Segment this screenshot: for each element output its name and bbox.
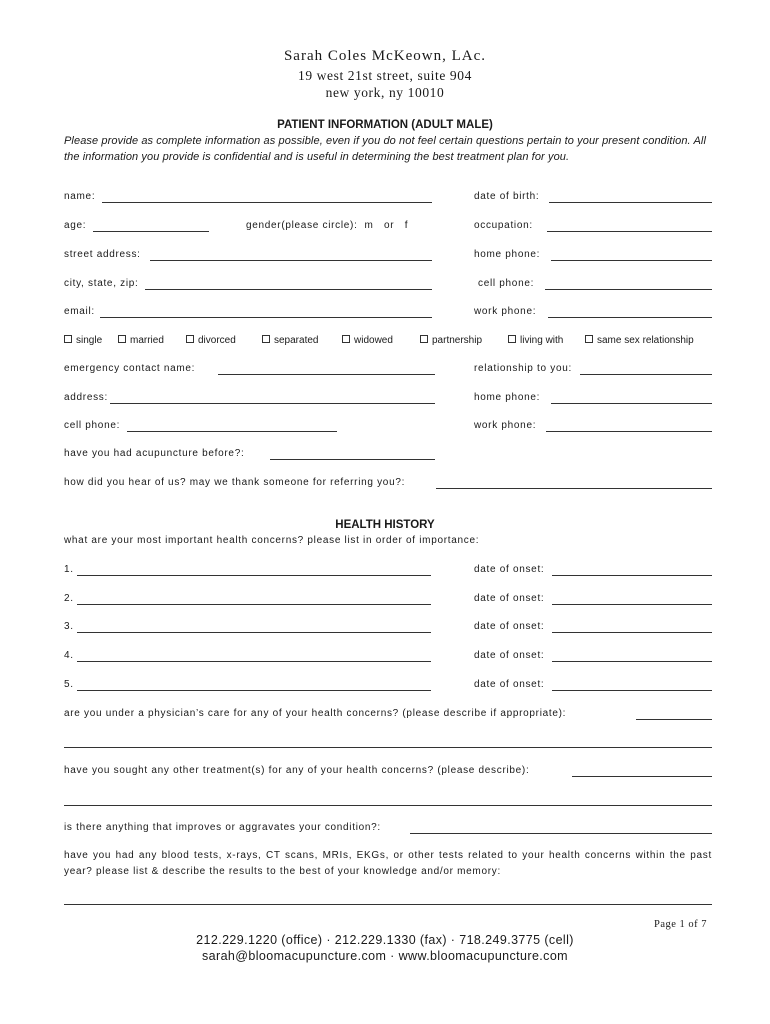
dob-label: date of birth:	[474, 191, 540, 202]
onset-4-field[interactable]	[552, 661, 712, 662]
page-number: Page 1 of 7	[654, 919, 708, 930]
tests-question: have you had any blood tests, x-rays, CT scans, MRIs, EKGs, or other tests related to your health concerns within the past year? please list & describe the results to the best of your knowledge and/or memory:	[64, 850, 712, 877]
referral-label: how did you hear of us? may we thank someone for referring you?:	[64, 477, 406, 488]
onset-2-field[interactable]	[552, 604, 712, 605]
dob-field[interactable]	[549, 202, 712, 203]
work-phone-2-label: work phone:	[474, 420, 537, 431]
email-field[interactable]	[100, 317, 432, 318]
status-partnership[interactable]: partnership	[420, 335, 482, 346]
home-phone-2-label: home phone:	[474, 392, 541, 403]
occupation-field[interactable]	[547, 231, 712, 232]
concern-2-field[interactable]	[77, 604, 431, 605]
status-widowed[interactable]: widowed	[342, 335, 393, 346]
work-phone-label: work phone:	[474, 306, 537, 317]
address-city: new york, ny 10010	[325, 85, 445, 100]
other-treatment-field-line-2[interactable]	[64, 805, 712, 806]
checkbox[interactable]	[118, 335, 126, 343]
other-treatment-question: have you sought any other treatment(s) for any of your health concerns? (please describe):	[64, 765, 530, 776]
footer-phones: 212.229.1220 (office) · 212.229.1330 (fax) · 718.249.3775 (cell)	[196, 933, 574, 947]
practitioner-name: Sarah Coles McKeown, LAc.	[283, 48, 487, 64]
emergency-contact-label: emergency contact name:	[64, 363, 196, 374]
street-field[interactable]	[150, 260, 432, 261]
concerns-prompt: what are your most important health concerns? please list in order of importance:	[64, 535, 480, 546]
acupuncture-before-label: have you had acupuncture before?:	[64, 448, 245, 459]
onset-label: date of onset:	[474, 564, 545, 575]
home-phone-field[interactable]	[551, 260, 712, 261]
intro-text: Please provide as complete information as possible, even if you do not feel certain questions pertain to your present condition. All the information you provide is confidential and is useful in determining the best treatment plan for you.	[64, 135, 706, 163]
emergency-contact-field[interactable]	[218, 374, 435, 375]
checkbox[interactable]	[186, 335, 194, 343]
concern-number: 3.	[64, 621, 74, 632]
improves-question: is there anything that improves or aggravates your condition?:	[64, 822, 381, 833]
concern-number: 4.	[64, 650, 74, 661]
other-treatment-field[interactable]	[572, 776, 712, 777]
street-label: street address:	[64, 249, 141, 260]
email-label: email:	[64, 306, 95, 317]
name-field[interactable]	[102, 202, 432, 203]
onset-label: date of onset:	[474, 593, 545, 604]
concern-4-field[interactable]	[77, 661, 431, 662]
onset-5-field[interactable]	[552, 690, 712, 691]
cell-phone-2-label: cell phone:	[64, 420, 121, 431]
onset-3-field[interactable]	[552, 632, 712, 633]
concern-number: 5.	[64, 679, 74, 690]
physician-care-field[interactable]	[636, 719, 712, 720]
concern-number: 1.	[64, 564, 74, 575]
cell-phone-label: cell phone:	[478, 278, 535, 289]
status-same-sex[interactable]: same sex relationship	[585, 335, 694, 346]
name-label: name:	[64, 191, 96, 202]
checkbox[interactable]	[508, 335, 516, 343]
concern-1-field[interactable]	[77, 575, 431, 576]
status-married[interactable]: married	[118, 335, 164, 346]
concern-5-field[interactable]	[77, 690, 431, 691]
referral-field[interactable]	[436, 488, 712, 489]
cell-phone-2-field[interactable]	[127, 431, 337, 432]
age-label: age:	[64, 220, 87, 231]
onset-1-field[interactable]	[552, 575, 712, 576]
patient-info-title: PATIENT INFORMATION (ADULT MALE)	[277, 119, 493, 131]
work-phone-2-field[interactable]	[546, 431, 712, 432]
checkbox[interactable]	[342, 335, 350, 343]
tests-field[interactable]	[64, 904, 712, 905]
concern-number: 2.	[64, 593, 74, 604]
checkbox[interactable]	[64, 335, 72, 343]
physician-care-field-line-2[interactable]	[64, 747, 712, 748]
address-street: 19 west 21st street, suite 904	[298, 68, 472, 83]
relationship-field[interactable]	[580, 374, 712, 375]
checkbox[interactable]	[585, 335, 593, 343]
home-phone-label: home phone:	[474, 249, 541, 260]
checkbox[interactable]	[420, 335, 428, 343]
relationship-label: relationship to you:	[474, 363, 572, 374]
concern-3-field[interactable]	[77, 632, 431, 633]
onset-label: date of onset:	[474, 679, 545, 690]
status-divorced[interactable]: divorced	[186, 335, 236, 346]
footer-web: sarah@bloomacupuncture.com · www.bloomacupuncture.com	[202, 949, 568, 963]
address-label: address:	[64, 392, 108, 403]
status-single[interactable]: single	[64, 335, 102, 346]
physician-care-question: are you under a physician’s care for any of your health concerns? (please describe if appropriate):	[64, 708, 567, 719]
health-history-title: HEALTH HISTORY	[335, 519, 435, 531]
acupuncture-before-field[interactable]	[270, 459, 435, 460]
status-separated[interactable]: separated	[262, 335, 318, 346]
status-living-with[interactable]: living with	[508, 335, 563, 346]
onset-label: date of onset:	[474, 650, 545, 661]
onset-label: date of onset:	[474, 621, 545, 632]
address-field[interactable]	[110, 403, 435, 404]
city-label: city, state, zip:	[64, 278, 139, 289]
gender-label[interactable]: gender(please circle): m or f	[246, 220, 409, 231]
city-field[interactable]	[145, 289, 432, 290]
checkbox[interactable]	[262, 335, 270, 343]
home-phone-2-field[interactable]	[551, 403, 712, 404]
work-phone-field[interactable]	[548, 317, 712, 318]
age-field[interactable]	[93, 231, 209, 232]
occupation-label: occupation:	[474, 220, 533, 231]
cell-phone-field[interactable]	[545, 289, 712, 290]
improves-field[interactable]	[410, 833, 712, 834]
